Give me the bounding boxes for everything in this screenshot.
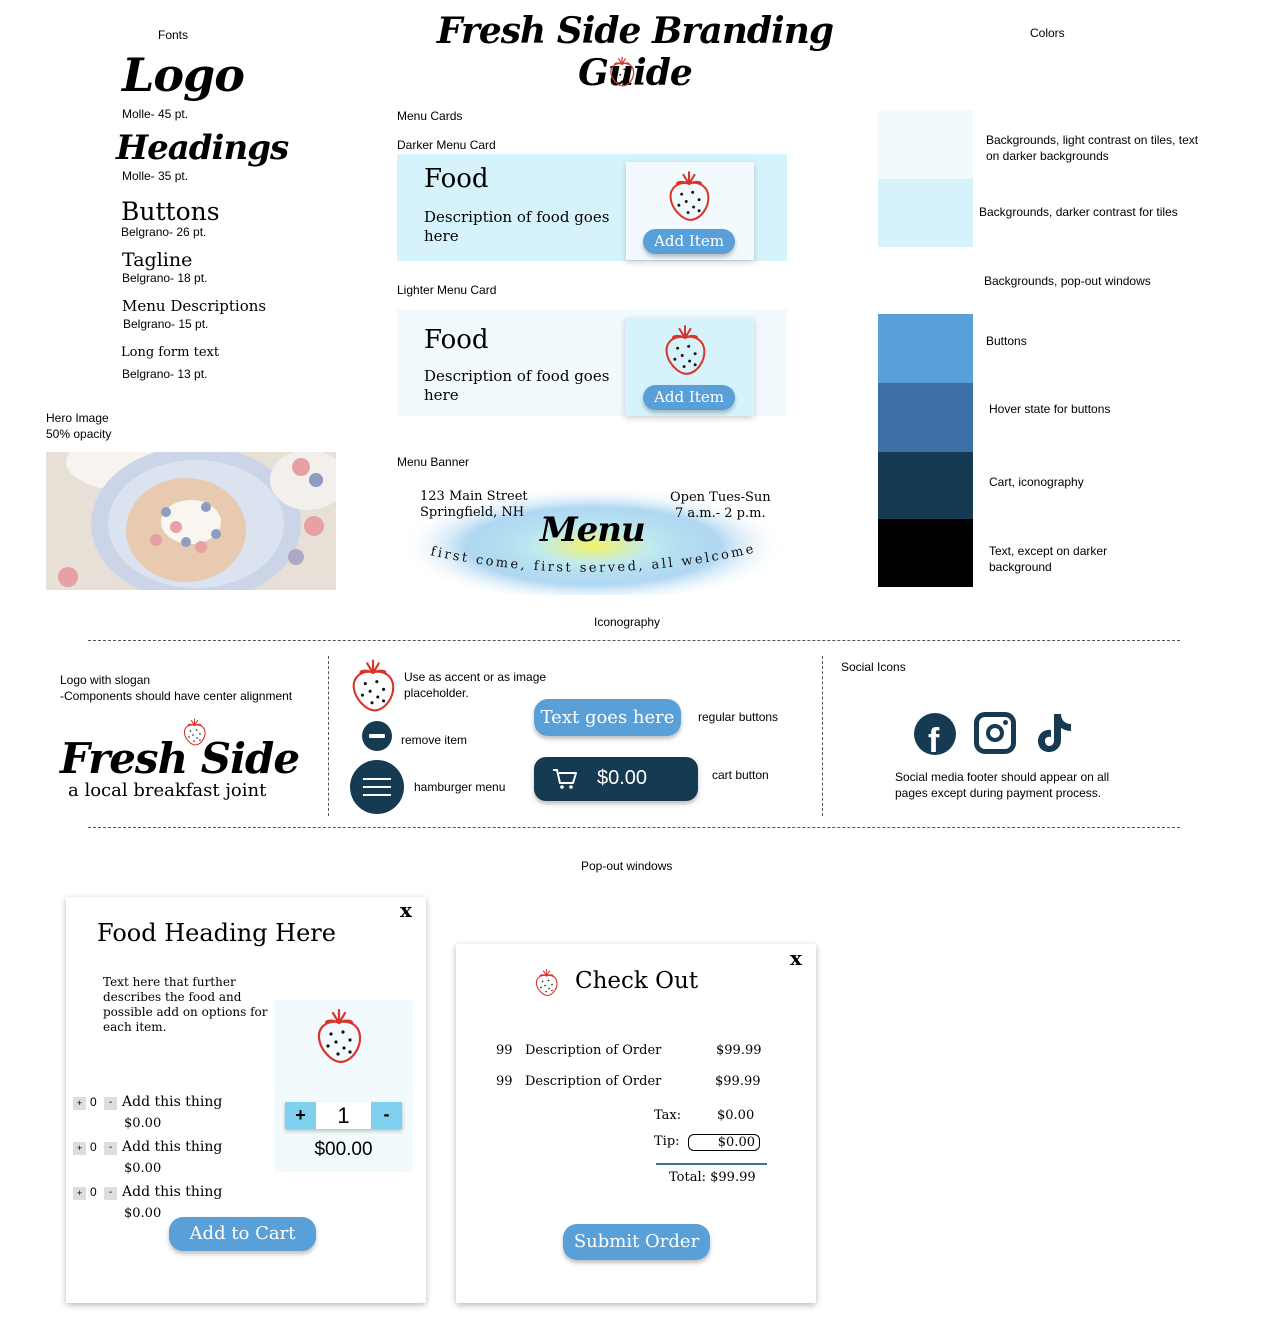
menu-cards-heading: Menu Cards bbox=[397, 109, 463, 123]
food-popout bbox=[66, 897, 426, 1303]
colors-heading: Colors bbox=[1030, 26, 1065, 40]
tiktok-icon[interactable] bbox=[1036, 712, 1074, 754]
logo-slogan-label-line2: -Components should have center alignment bbox=[60, 689, 293, 703]
card-description-line1: Description of food goes bbox=[424, 367, 610, 385]
food-image-tile bbox=[274, 1000, 413, 1172]
card-description-line1: Description of food goes bbox=[424, 208, 610, 226]
order-item-desc: Description of Order bbox=[525, 1043, 662, 1058]
darker-card-label: Darker Menu Card bbox=[397, 138, 496, 152]
regular-buttons-label: regular buttons bbox=[698, 710, 779, 724]
divider-bottom bbox=[88, 827, 1180, 828]
menudesc-font-spec: Belgrano- 15 pt. bbox=[123, 317, 209, 331]
strawberry-icon bbox=[608, 56, 636, 87]
divider-vertical-2 bbox=[822, 656, 823, 816]
instagram-icon[interactable] bbox=[974, 712, 1016, 754]
cart-icon bbox=[552, 768, 578, 790]
tagline-font-sample: Tagline bbox=[122, 249, 193, 271]
swatch-hover bbox=[878, 383, 973, 452]
strawberry-icon bbox=[349, 658, 397, 713]
popouts-heading: Pop-out windows bbox=[581, 859, 673, 873]
logo-font-sample: Logo bbox=[122, 48, 244, 102]
divider-vertical-1 bbox=[328, 656, 329, 816]
swatch-darker-tile bbox=[878, 179, 973, 247]
tip-label: Tip: bbox=[654, 1134, 680, 1149]
menu-banner bbox=[395, 470, 790, 595]
food-popout-title: Food Heading Here bbox=[97, 919, 336, 947]
strawberry-icon bbox=[662, 324, 708, 376]
addon-row bbox=[73, 1094, 273, 1138]
tagline-font-spec: Belgrano- 18 pt. bbox=[122, 271, 208, 285]
banner-arc-text bbox=[395, 530, 790, 595]
hero-label-line1: Hero Image bbox=[46, 411, 109, 425]
quantity-stepper[interactable] bbox=[285, 1102, 402, 1129]
iconography-heading: Iconography bbox=[594, 615, 661, 629]
longform-font-spec: Belgrano- 13 pt. bbox=[122, 367, 208, 381]
social-note-line2: pages except during payment process. bbox=[895, 786, 1102, 800]
hero-image bbox=[46, 452, 336, 590]
page-title: Fresh Side Branding Guide bbox=[436, 10, 834, 94]
darker-menu-card[interactable] bbox=[397, 154, 787, 261]
facebook-icon[interactable]: f bbox=[914, 713, 956, 755]
quantity-minus-button[interactable]: - bbox=[371, 1102, 402, 1129]
logo-slogan-label-line1: Logo with slogan bbox=[60, 673, 151, 687]
banner-address-line2: Springfield, NH bbox=[420, 505, 525, 520]
logo-font-spec: Molle- 45 pt. bbox=[122, 107, 189, 121]
card-image-tile bbox=[625, 318, 754, 416]
close-icon[interactable]: x bbox=[400, 898, 412, 922]
add-item-button[interactable]: Add Item bbox=[643, 229, 735, 254]
addon-plus-button[interactable]: + bbox=[73, 1142, 86, 1155]
brand-logo: Fresh Side bbox=[60, 734, 300, 783]
food-desc-line1: Text here that further bbox=[103, 975, 236, 989]
regular-button-sample[interactable]: Text goes here bbox=[534, 699, 681, 736]
hero-label-line2: 50% opacity bbox=[46, 427, 112, 441]
food-desc-line4: each item. bbox=[103, 1020, 167, 1034]
addon-label: Add this thing bbox=[122, 1184, 223, 1200]
addon-price: $0.00 bbox=[124, 1206, 162, 1221]
addon-plus-button[interactable]: + bbox=[73, 1187, 86, 1200]
addon-minus-button[interactable]: - bbox=[104, 1097, 117, 1110]
banner-address-line1: 123 Main Street bbox=[420, 489, 528, 504]
checkout-popout bbox=[456, 944, 816, 1303]
swatch-desc-cart: Cart, iconography bbox=[989, 475, 1084, 489]
card-title: Food bbox=[424, 325, 489, 355]
brand-slogan: a local breakfast joint bbox=[68, 780, 267, 801]
swatch-desc-darker-tile: Backgrounds, darker contrast for tiles bbox=[979, 205, 1178, 219]
addon-minus-button[interactable]: - bbox=[104, 1142, 117, 1155]
headings-font-sample: Headings bbox=[116, 128, 289, 168]
addon-price: $0.00 bbox=[124, 1116, 162, 1131]
cart-button-label: cart button bbox=[712, 768, 769, 782]
swatch-light bbox=[878, 110, 973, 179]
addon-plus-button[interactable]: + bbox=[73, 1097, 86, 1110]
card-image-tile bbox=[626, 162, 754, 260]
tax-label: Tax: bbox=[654, 1108, 682, 1123]
close-icon[interactable]: x bbox=[790, 946, 802, 970]
swatch-text bbox=[878, 519, 973, 587]
card-description-line2: here bbox=[424, 386, 459, 404]
submit-order-button[interactable]: Submit Order bbox=[563, 1224, 710, 1260]
remove-item-label: remove item bbox=[401, 733, 468, 747]
quantity-plus-button[interactable]: + bbox=[285, 1102, 316, 1129]
food-desc-line3: possible add on options for bbox=[103, 1005, 268, 1019]
card-description-line2: here bbox=[424, 227, 459, 245]
swatch-desc-popout: Backgrounds, pop-out windows bbox=[984, 274, 1151, 288]
headings-font-spec: Molle- 35 pt. bbox=[122, 169, 189, 183]
fonts-heading: Fonts bbox=[158, 28, 189, 42]
social-icons-heading: Social Icons bbox=[841, 660, 906, 674]
svg-text:first come, first served, all: first come, first served, all welcome bbox=[429, 541, 758, 576]
strawberry-icon bbox=[314, 1008, 364, 1064]
order-total: Total: $99.99 bbox=[669, 1170, 756, 1185]
cart-amount: $0.00 bbox=[597, 767, 648, 789]
tax-value: $0.00 bbox=[717, 1108, 755, 1123]
addon-qty: 0 bbox=[90, 1185, 97, 1199]
add-item-button[interactable]: Add Item bbox=[643, 385, 735, 410]
addon-minus-button[interactable]: - bbox=[104, 1187, 117, 1200]
food-total: $00.00 bbox=[314, 1139, 373, 1160]
remove-item-icon[interactable] bbox=[362, 721, 392, 751]
strawberry-icon bbox=[666, 170, 712, 222]
addon-price: $0.00 bbox=[124, 1161, 162, 1176]
banner-hours-line2: 7 a.m.- 2 p.m. bbox=[675, 506, 766, 521]
swatch-desc-hover: Hover state for buttons bbox=[989, 402, 1111, 416]
food-desc-line2: describes the food and bbox=[103, 990, 242, 1004]
buttons-font-spec: Belgrano- 26 pt. bbox=[121, 225, 207, 239]
card-title: Food bbox=[424, 164, 489, 194]
strawberry-icon bbox=[534, 968, 559, 997]
accent-desc-line2: placeholder. bbox=[404, 686, 469, 700]
order-item-qty: 99 bbox=[496, 1074, 513, 1089]
cart-button[interactable] bbox=[534, 757, 698, 801]
swatch-desc-buttons: Buttons bbox=[986, 334, 1027, 348]
addon-label: Add this thing bbox=[122, 1139, 223, 1155]
quantity-value: 1 bbox=[337, 1103, 350, 1128]
order-item-price: $99.99 bbox=[716, 1043, 762, 1058]
lighter-menu-card[interactable] bbox=[397, 309, 787, 416]
hamburger-menu-icon[interactable] bbox=[350, 760, 404, 814]
order-item-desc: Description of Order bbox=[525, 1074, 662, 1089]
total-divider bbox=[656, 1163, 767, 1165]
banner-menu-word: Menu bbox=[540, 510, 645, 550]
swatch-desc-text: Text, except on darker background bbox=[989, 544, 1108, 574]
longform-font-sample: Long form text bbox=[121, 345, 220, 360]
swatch-cart bbox=[878, 452, 973, 519]
hamburger-menu-label: hamburger menu bbox=[414, 780, 506, 794]
buttons-font-sample: Buttons bbox=[121, 197, 220, 226]
addon-qty: 0 bbox=[90, 1140, 97, 1154]
swatch-buttons bbox=[878, 314, 973, 383]
order-item-price: $99.99 bbox=[715, 1074, 761, 1089]
checkout-title: Check Out bbox=[575, 968, 699, 994]
accent-desc-line1: Use as accent or as image bbox=[404, 670, 547, 684]
addon-label: Add this thing bbox=[122, 1094, 223, 1110]
social-note-line1: Social media footer should appear on all bbox=[895, 770, 1110, 784]
lighter-card-label: Lighter Menu Card bbox=[397, 283, 497, 297]
banner-hours-line1: Open Tues-Sun bbox=[670, 490, 771, 505]
order-item-qty: 99 bbox=[496, 1043, 513, 1058]
tip-input[interactable]: $0.00 bbox=[688, 1134, 760, 1151]
menu-banner-label: Menu Banner bbox=[397, 455, 470, 469]
divider-top bbox=[88, 640, 1180, 641]
swatch-desc-light: Backgrounds, light contrast on tiles, text on darker backgrounds bbox=[986, 133, 1199, 163]
addon-row bbox=[73, 1139, 273, 1183]
addon-qty: 0 bbox=[90, 1095, 97, 1109]
add-to-cart-button[interactable]: Add to Cart bbox=[169, 1217, 316, 1251]
menudesc-font-sample: Menu Descriptions bbox=[122, 297, 267, 315]
